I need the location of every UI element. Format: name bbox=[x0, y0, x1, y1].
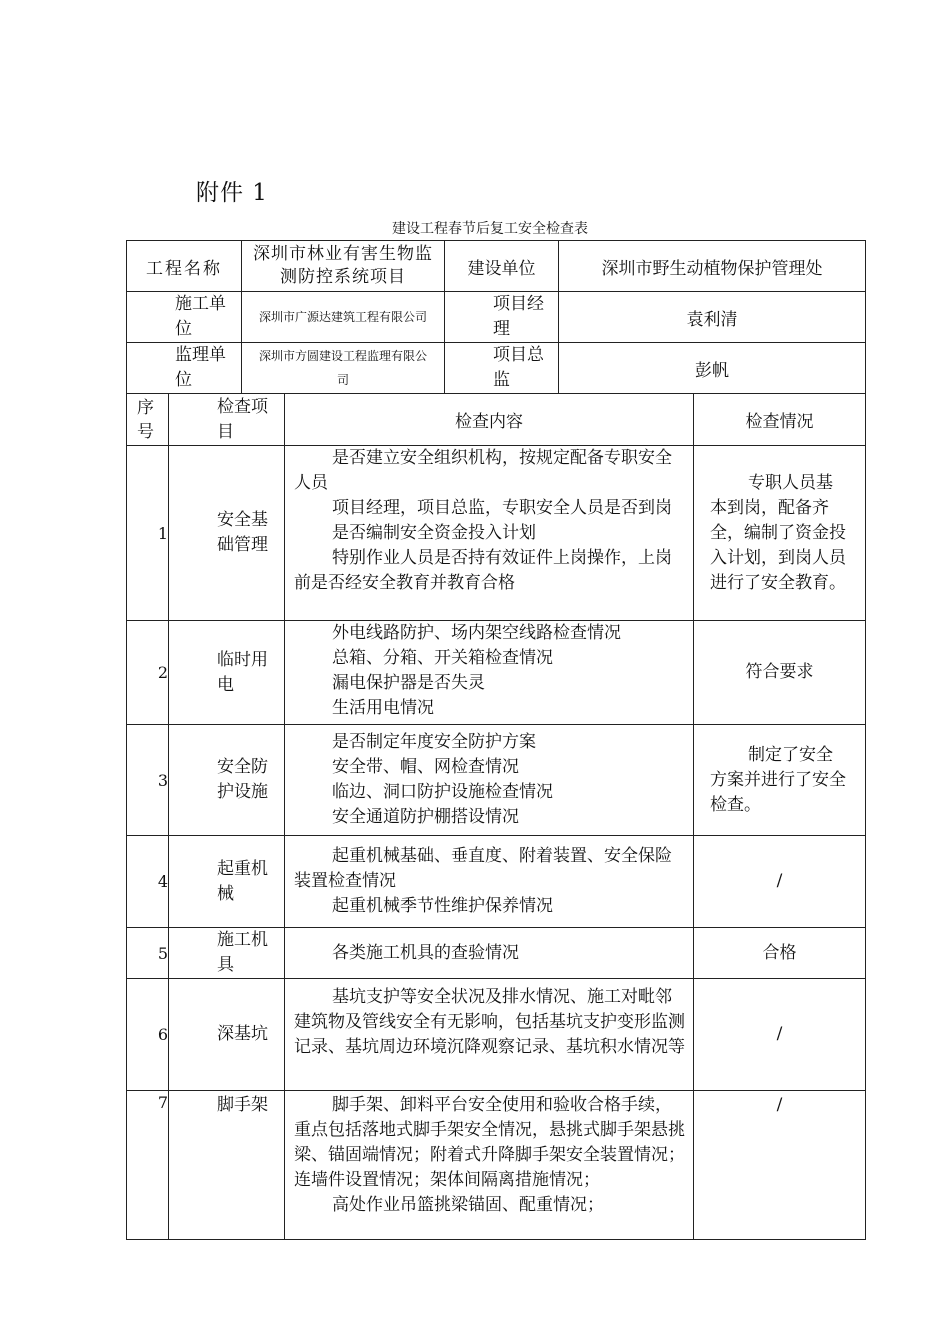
content-line: 外电线路防护、场内架空线路检查情况 bbox=[332, 623, 621, 643]
col-content-header: 检查内容 bbox=[285, 394, 694, 446]
content-line: 特别作业人员是否持有效证件上岗操作，上岗前是否经安全教育并教育合格 bbox=[294, 548, 672, 593]
row-content bbox=[285, 725, 694, 836]
content-line: 基坑支护等安全状况及排水情况、施工对毗邻建筑物及管线安全有无影响，包括基坑支护变形监测记录、基坑周边环境沉降观察记录、基坑积水情况等 bbox=[294, 987, 685, 1057]
row-item: 深基坑 bbox=[169, 979, 285, 1091]
content-line: 安全通道防护棚搭设情况 bbox=[332, 807, 519, 827]
content-line: 项目经理，项目总监，专职安全人员是否到岗 bbox=[332, 498, 672, 518]
content-line: 各类施工机具的查验情况 bbox=[332, 942, 519, 963]
content-line: 临边、洞口防护设施检查情况 bbox=[332, 782, 553, 802]
table-row bbox=[127, 979, 866, 1091]
table-row bbox=[127, 621, 866, 725]
row-content bbox=[285, 621, 694, 725]
supervision-unit-value: 深圳市方圆建设工程监理有限公司 bbox=[242, 343, 445, 394]
content-line: 安全带、帽、网检查情况 bbox=[332, 757, 519, 777]
row-result: / bbox=[694, 979, 866, 1091]
table-row bbox=[127, 725, 866, 836]
content-line: 脚手架、卸料平台安全使用和验收合格手续，重点包括落地式脚手架安全情况，悬挑式脚手架悬挑梁、锚固端情况；附着式升降脚手架安全装置情况；连墙件设置情况；架体间隔离措施情况； bbox=[294, 1095, 685, 1190]
build-unit-value: 深圳市野生动植物保护管理处 bbox=[559, 241, 866, 292]
content-line: 总箱、分箱、开关箱检查情况 bbox=[332, 648, 553, 668]
chief-supervisor-value: 彭帆 bbox=[559, 343, 866, 394]
col-result-header: 检查情况 bbox=[694, 394, 866, 446]
table-row bbox=[127, 928, 866, 979]
row-item: 起重机械 bbox=[169, 836, 285, 928]
row-content bbox=[285, 979, 694, 1091]
column-header-row bbox=[127, 394, 866, 446]
attachment-label: 附件 1 bbox=[196, 180, 268, 206]
row-content bbox=[285, 836, 694, 928]
content-line: 是否制定年度安全防护方案 bbox=[332, 732, 536, 752]
col-seq-header: 序号 bbox=[127, 394, 169, 446]
row-result bbox=[694, 725, 866, 836]
content-line: 漏电保护器是否失灵 bbox=[332, 673, 485, 693]
row-content bbox=[285, 928, 694, 979]
row-content bbox=[285, 446, 694, 621]
col-item-header: 检查项目 bbox=[169, 394, 285, 446]
header-row-project bbox=[127, 241, 866, 292]
row-content bbox=[285, 1091, 694, 1240]
supervision-unit-label: 监理单位 bbox=[127, 343, 242, 394]
content-line: 是否编制安全资金投入计划 bbox=[332, 523, 536, 543]
content-line: 起重机械基础、垂直度、附着装置、安全保险装置检查情况 bbox=[294, 846, 672, 891]
document-title: 建设工程春节后复工安全检查表 bbox=[392, 221, 588, 237]
content-line: 生活用电情况 bbox=[332, 698, 434, 718]
table-row bbox=[127, 446, 866, 621]
content-line: 是否建立安全组织机构，按规定配备专职安全人员 bbox=[294, 448, 672, 493]
row-item: 施工机具 bbox=[169, 928, 285, 979]
project-manager-label: 项目经理 bbox=[445, 292, 559, 343]
build-unit-label: 建设单位 bbox=[445, 241, 559, 292]
row-seq: 2 bbox=[127, 621, 169, 725]
table-row bbox=[127, 1091, 866, 1240]
content-line: 高处作业吊篮挑梁锚固、配重情况； bbox=[332, 1195, 604, 1215]
row-seq: 1 bbox=[127, 446, 169, 621]
row-item: 脚手架 bbox=[169, 1091, 285, 1240]
row-seq: 6 bbox=[127, 979, 169, 1091]
row-result: 符合要求 bbox=[694, 621, 866, 725]
content-line: 起重机械季节性维护保养情况 bbox=[332, 896, 553, 916]
row-item: 临时用电 bbox=[169, 621, 285, 725]
row-item: 安全防护设施 bbox=[169, 725, 285, 836]
project-name-value: 深圳市林业有害生物监测防控系统项目 bbox=[242, 241, 445, 292]
result-text: 制定了安全方案并进行了安全检查。 bbox=[710, 744, 846, 815]
result-text: 专职人员基本到岗，配备齐全，编制了资金投入计划，到岗人员进行了安全教育。 bbox=[710, 472, 846, 593]
row-result: 合格 bbox=[694, 928, 866, 979]
chief-supervisor-label: 项目总监 bbox=[445, 343, 559, 394]
construction-unit-value: 深圳市广源达建筑工程有限公司 bbox=[242, 292, 445, 343]
header-row-supervision bbox=[127, 343, 866, 394]
header-row-construction bbox=[127, 292, 866, 343]
row-seq: 4 bbox=[127, 836, 169, 928]
project-manager-value: 袁利清 bbox=[559, 292, 866, 343]
project-name-label: 工程名称 bbox=[127, 241, 242, 292]
row-item: 安全基础管理 bbox=[169, 446, 285, 621]
row-result bbox=[694, 446, 866, 621]
row-result: / bbox=[694, 836, 866, 928]
table-row bbox=[127, 836, 866, 928]
row-result: / bbox=[694, 1091, 866, 1240]
row-seq: 3 bbox=[127, 725, 169, 836]
construction-unit-label: 施工单位 bbox=[127, 292, 242, 343]
row-seq: 7 bbox=[127, 1091, 169, 1240]
inspection-table bbox=[126, 240, 866, 1240]
row-seq: 5 bbox=[127, 928, 169, 979]
